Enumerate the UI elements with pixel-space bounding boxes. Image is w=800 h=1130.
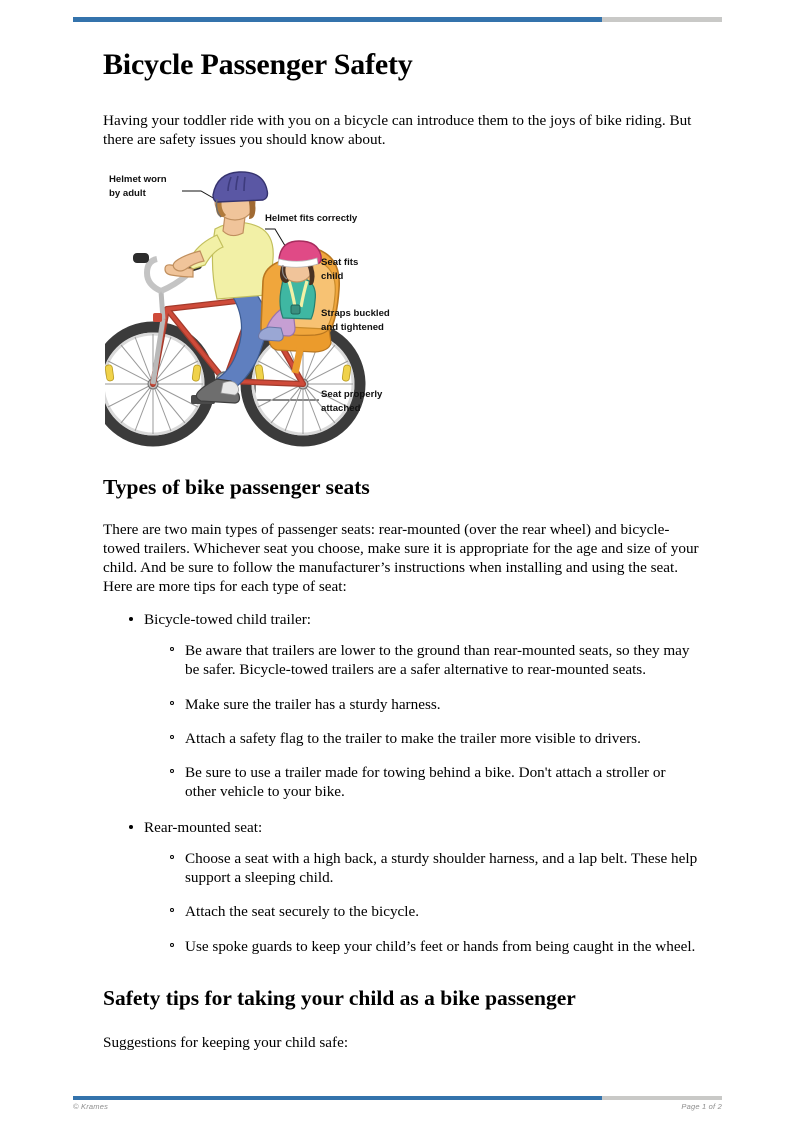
bullet-circle-icon bbox=[170, 908, 174, 912]
intro-paragraph: Having your toddler ride with you on a bicycle can introduce them to the joys of bike riding. But there are safety issues you should know about. bbox=[103, 111, 692, 148]
bullet-disc-icon bbox=[129, 617, 133, 621]
label-seat-attached-line2: attached bbox=[321, 402, 361, 414]
label-straps-line1: Straps buckled bbox=[321, 307, 390, 319]
list-item-text: Be sure to use a trailer made for towing behind a bike. Don't attach a stroller or other vehicle to your bike. bbox=[185, 763, 666, 800]
left-grip bbox=[133, 253, 149, 263]
passenger-seat-type-list bbox=[103, 610, 700, 955]
document-content bbox=[103, 48, 700, 1066]
page-footer bbox=[73, 1102, 722, 1111]
harness-buckle bbox=[291, 305, 300, 314]
list-item-text: Choose a seat with a high back, a sturdy shoulder harness, and a lap belt. These help support a sleeping child. bbox=[185, 850, 698, 887]
footer-rule-blue-segment bbox=[73, 1096, 602, 1100]
footer-rule bbox=[73, 1096, 722, 1100]
label-straps-line2: and tightened bbox=[321, 321, 384, 333]
list-item bbox=[144, 641, 700, 679]
bullet-circle-icon bbox=[170, 943, 174, 947]
header-rule bbox=[73, 17, 722, 22]
list-item-text: Be aware that trailers are lower to the ground than rear-mounted seats, so they may be safer. Bicycle-towed trailers are a safer alternative to rear-mounted seats. bbox=[185, 642, 690, 679]
list-item-text: Attach the seat securely to the bicycle. bbox=[185, 903, 420, 921]
footer-rule-gray-segment bbox=[602, 1096, 722, 1100]
rear-mounted-seat-sublist bbox=[144, 849, 700, 956]
list-item bbox=[144, 937, 700, 956]
bullet-circle-icon bbox=[170, 855, 174, 859]
bicycle-passenger-illustration bbox=[105, 169, 415, 449]
label-seat-fits-line1: Seat fits bbox=[321, 256, 359, 268]
list-item-text: Make sure the trailer has a sturdy harness. bbox=[185, 695, 441, 713]
label-helmet-worn-line2: by adult bbox=[109, 187, 146, 199]
footer-copyright: © Krames bbox=[73, 1102, 109, 1111]
list-item-text: Use spoke guards to keep your child’s feet or hands from being caught in the wheel. bbox=[185, 937, 696, 955]
list-item-text: Attach a safety flag to the trailer to make the trailer more visible to drivers. bbox=[185, 729, 641, 747]
list-item-label: Rear-mounted seat: bbox=[144, 819, 263, 837]
bullet-circle-icon bbox=[170, 735, 174, 739]
bicycle-towed-trailer-sublist bbox=[144, 641, 700, 801]
section-paragraph-safety-tips: Suggestions for keeping your child safe: bbox=[103, 1033, 349, 1051]
adult-helmet bbox=[213, 171, 268, 201]
list-item bbox=[144, 849, 700, 887]
list-item bbox=[144, 763, 700, 801]
footer-page-number: Page 1 of 2 bbox=[681, 1102, 722, 1111]
illustration-svg bbox=[105, 169, 415, 449]
bullet-circle-icon bbox=[170, 701, 174, 705]
page-title: Bicycle Passenger Safety bbox=[103, 48, 413, 81]
label-seat-fits-line2: child bbox=[321, 270, 344, 282]
label-seat-attached-line1: Seat properly bbox=[321, 388, 383, 400]
list-item bbox=[144, 695, 700, 714]
header-rule-blue-segment bbox=[73, 17, 602, 22]
list-item-label: Bicycle-towed child trailer: bbox=[144, 611, 311, 629]
section-heading-safety-tips: Safety tips for taking your child as a bike passenger bbox=[103, 985, 576, 1010]
list-item bbox=[144, 902, 700, 921]
header-rule-gray-segment bbox=[602, 17, 722, 22]
list-item bbox=[144, 729, 700, 748]
label-helmet-worn-line1: Helmet worn bbox=[109, 173, 167, 185]
bullet-disc-icon bbox=[129, 825, 133, 829]
section-paragraph-types: There are two main types of passenger seats: rear-mounted (over the rear wheel) and bicycle-towed trailers. Whichever seat you choose, make sure it is appropriate for the age and size of your child. And be sure to follow the manufacturer’s instructions when installing and using the seat. Here are more tips for each type of seat: bbox=[103, 521, 699, 596]
bullet-circle-icon bbox=[170, 647, 174, 651]
list-item-bicycle-towed-child-trailer bbox=[103, 610, 700, 801]
bullet-circle-icon bbox=[170, 769, 174, 773]
label-helmet-fits-correctly: Helmet fits correctly bbox=[265, 212, 358, 224]
section-heading-types-of-bike-passenger-seats: Types of bike passenger seats bbox=[103, 474, 370, 499]
list-item-rear-mounted-seat bbox=[103, 818, 700, 956]
